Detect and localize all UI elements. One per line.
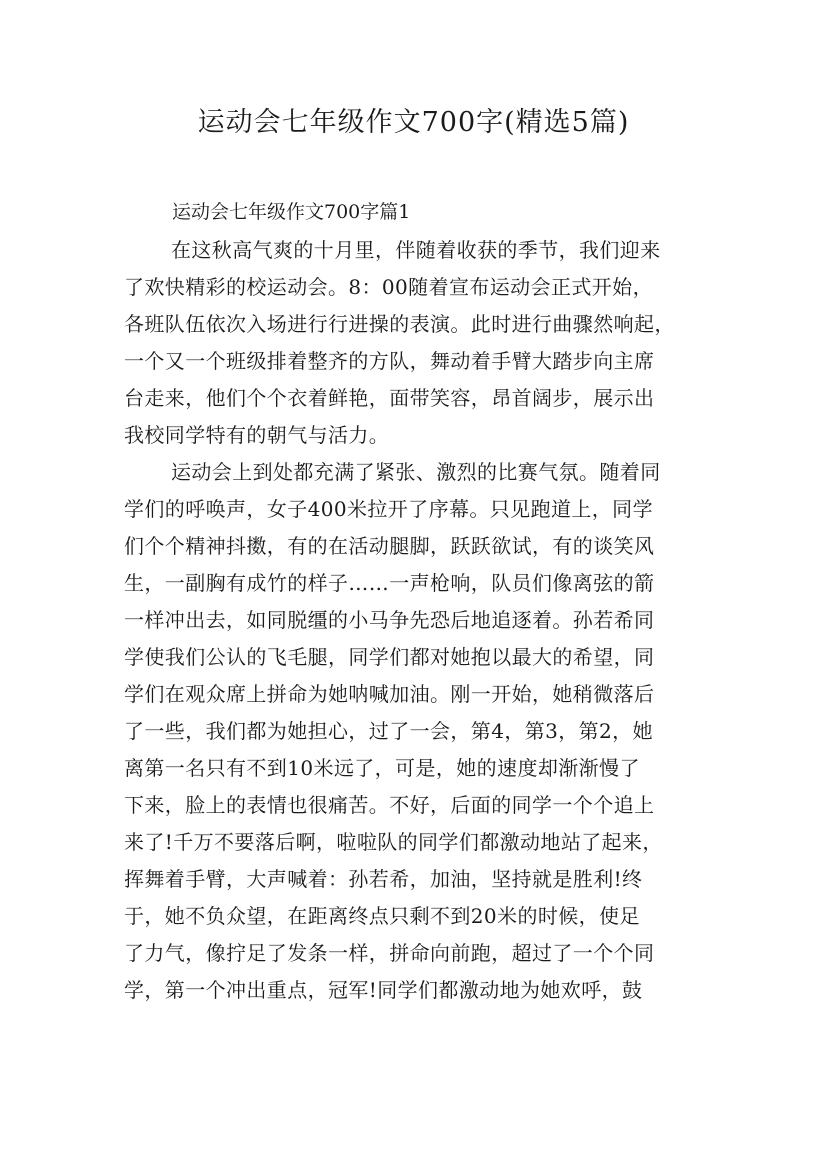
document-title: 运动会七年级作文700字(精选5篇): [197, 107, 630, 138]
text-line: 下来，脸上的表情也很痛苦。不好，后面的同学一个个追上: [124, 793, 655, 817]
text-line: 来了!千万不要落后啊，啦啦队的同学们都激动地站了起来，: [124, 830, 663, 854]
text-line: 了力气，像拧足了发条一样，拼命向前跑，超过了一个个同: [124, 941, 655, 965]
text-line: 一个又一个班级排着整齐的方队，舞动着手臂大踏步向主席: [124, 349, 655, 373]
text-line: 运动会上到处都充满了紧张、激烈的比赛气氛。随着同: [171, 460, 661, 484]
text-line: 们个个精神抖擞，有的在活动腿脚，跃跃欲试，有的谈笑风: [124, 534, 655, 558]
text-line: 生，一副胸有成竹的样子……一声枪响，队员们像离弦的箭: [124, 571, 655, 595]
section-heading: 运动会七年级作文700字篇1: [172, 201, 411, 223]
text-line: 离第一名只有不到10米远了，可是，她的速度却渐渐慢了: [124, 756, 640, 780]
text-line: 各班队伍依次入场进行行进操的表演。此时进行曲骤然响起，: [124, 312, 675, 336]
text-line: 台走来，他们个个衣着鲜艳，面带笑容，昂首阔步，展示出: [124, 386, 655, 410]
text-line: 一样冲出去，如同脱缰的小马争先恐后地追逐着。孙若希同: [124, 608, 655, 632]
text-line: 了一些，我们都为她担心，过了一会，第4，第3，第2，她: [124, 719, 653, 743]
text-line: 于，她不负众望，在距离终点只剩不到20米的时候，使足: [124, 904, 640, 928]
text-line: 学使我们公认的飞毛腿，同学们都对她抱以最大的希望，同: [124, 645, 655, 669]
text-line: 了欢快精彩的校运动会。8：00随着宣布运动会正式开始，: [124, 275, 653, 299]
text-line: 我校同学特有的朝气与活力。: [124, 423, 390, 447]
text-line: 在这秋高气爽的十月里，伴随着收获的季节，我们迎来: [171, 238, 661, 262]
text-line: 学们的呼唤声，女子400米拉开了序幕。只见跑道上，同学: [124, 497, 653, 521]
article-body: [124, 232, 724, 1009]
text-line: 学们在观众席上拼命为她呐喊加油。刚一开始，她稍微落后: [124, 682, 655, 706]
text-line: 挥舞着手臂，大声喊着：孙若希，加油，坚持就是胜利!终: [124, 867, 643, 891]
text-line: 学，第一个冲出重点，冠军!同学们都激动地为她欢呼，鼓: [124, 978, 643, 1002]
